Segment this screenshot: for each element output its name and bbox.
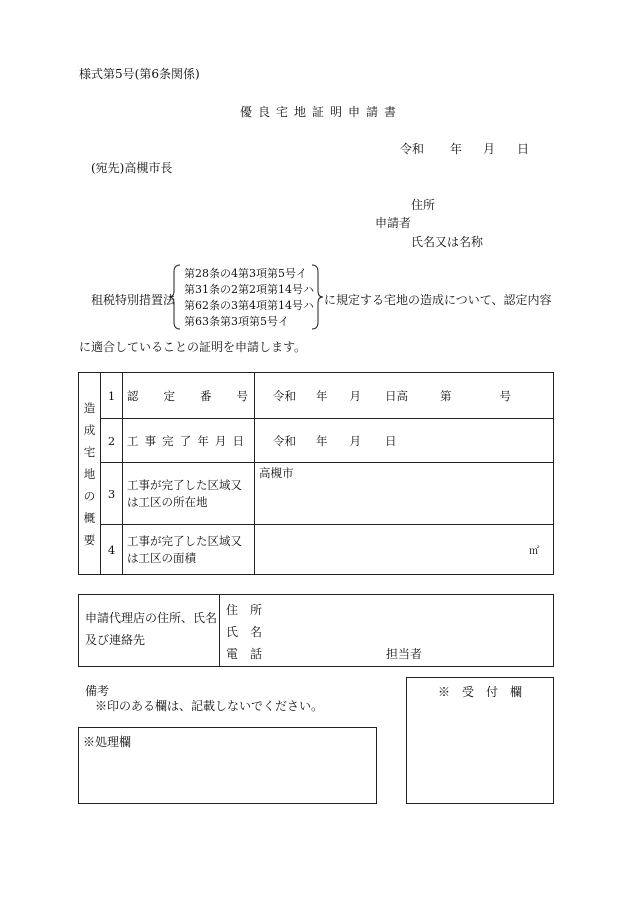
remarks-title: 備考 [85, 684, 110, 698]
applicant-label: 申請者 [375, 216, 412, 230]
row-label: 工事が完了した区域又は工区の面積 [123, 525, 255, 575]
agent-label: 申請代理店の住所、氏名及び連絡先 [85, 611, 218, 647]
right-brace-icon [310, 264, 324, 330]
agent-label-cell [79, 595, 220, 666]
article-item: 第28条の4第3項第5号イ [184, 267, 307, 280]
table-row [79, 525, 554, 575]
location-field[interactable]: 高槻市 [255, 463, 554, 525]
left-brace-icon [168, 264, 182, 330]
statement-line2: に適合していることの証明を申請します。 [79, 340, 307, 354]
agent-phone-label[interactable]: 電 話 [226, 647, 263, 661]
date-era: 令和 [400, 142, 425, 156]
overview-side-label: 造 成 宅 地 の 概 要 [79, 373, 101, 575]
applicant-name-label: 氏名又は名称 [411, 235, 484, 249]
article-item: 第31条の2第2項第14号ハ [184, 283, 314, 296]
agent-person-label[interactable]: 担当者 [386, 647, 423, 661]
area-unit: ㎡ [529, 546, 539, 557]
reception-box [406, 677, 554, 804]
form-title: 優良宅地証明申請書 [240, 105, 403, 119]
row-number: 2 [101, 419, 123, 463]
form-number: 様式第5号(第6条関係) [79, 67, 200, 81]
completion-date-field[interactable]: 令和 年 月 日 [255, 419, 554, 463]
statement-law: 租税特別措置法 [91, 293, 176, 307]
statement-articles [184, 266, 314, 330]
applicant-address-label: 住所 [411, 198, 436, 212]
remarks-note: ※印のある欄は、記載しないでください。 [95, 699, 324, 713]
article-item: 第63条第3項第5号イ [184, 315, 289, 328]
table-row [79, 419, 554, 463]
addressee: (宛先)高槻市長 [91, 161, 173, 175]
agent-box [78, 594, 554, 667]
article-item: 第62条の3第4項第14号ハ [184, 299, 314, 312]
certification-number-field[interactable]: 令和 年 月 日高 第 号 [255, 373, 554, 419]
row-number: 4 [101, 525, 123, 575]
date-year: 年 [450, 142, 463, 156]
row-label: 工事が完了した区域又は工区の所在地 [123, 463, 255, 525]
row-label: 工 事 完 了 年 月 日 [123, 419, 255, 463]
processing-box [78, 727, 377, 804]
overview-table [78, 372, 554, 575]
date-month: 月 [483, 142, 496, 156]
agent-name-label[interactable]: 氏 名 [226, 625, 263, 639]
row-label: 認 定 番 号 [123, 373, 255, 419]
processing-label: ※処理欄 [83, 735, 132, 749]
table-row [79, 373, 554, 419]
reception-label: ※ 受 付 欄 [437, 685, 522, 699]
agent-address-label[interactable]: 住 所 [226, 603, 263, 617]
row-number: 3 [101, 463, 123, 525]
statement-text: に規定する宅地の造成について、認定内容 [324, 293, 552, 307]
row-number: 1 [101, 373, 123, 419]
date-day: 日 [517, 142, 530, 156]
table-row [79, 463, 554, 525]
area-field[interactable] [255, 525, 554, 575]
